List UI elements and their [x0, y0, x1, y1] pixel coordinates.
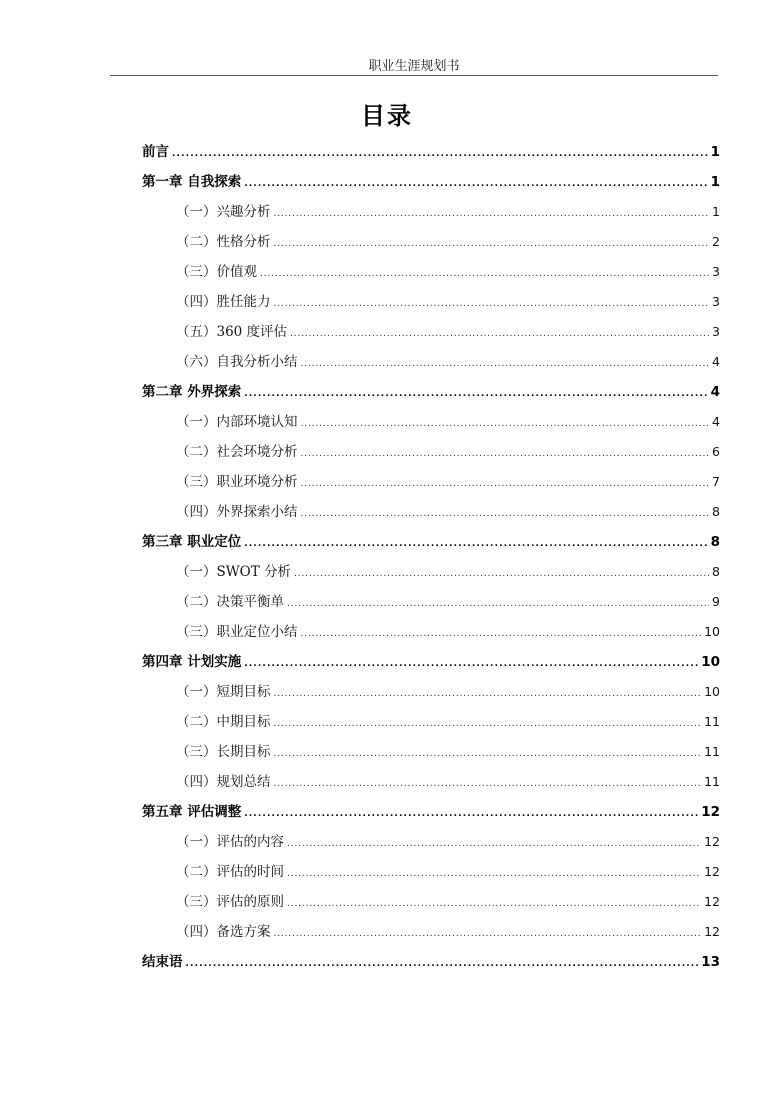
toc-page-number: 12 — [704, 834, 720, 849]
toc-dot-leader — [244, 799, 698, 829]
toc-chapter-entry[interactable] — [142, 167, 720, 197]
toc-dot-leader — [274, 919, 702, 949]
toc-page-number: 3 — [712, 294, 720, 309]
toc-page-number: 4 — [710, 384, 720, 400]
toc-entry-label: （一）评估的内容 — [176, 834, 284, 850]
toc-entry-label: （二）性格分析 — [176, 234, 271, 250]
toc-page-number: 11 — [704, 774, 720, 789]
toc-page-number: 10 — [704, 684, 720, 699]
toc-page-number: 7 — [712, 474, 720, 489]
toc-section-entry[interactable] — [142, 287, 720, 317]
toc-dot-leader — [274, 709, 702, 739]
toc-section-entry[interactable] — [142, 587, 720, 617]
toc-page-number: 13 — [701, 954, 720, 970]
toc-entry-label: 结束语 — [142, 954, 183, 970]
toc-entry-label: （四）胜任能力 — [176, 294, 271, 310]
toc-entry-label: 第三章 职业定位 — [142, 534, 242, 550]
toc-dot-leader — [186, 949, 699, 979]
toc-page-number: 8 — [712, 564, 720, 579]
toc-dot-leader — [287, 829, 701, 859]
toc-dot-leader — [260, 259, 709, 289]
toc-dot-leader — [274, 769, 702, 799]
toc-section-entry[interactable] — [142, 347, 720, 377]
toc-section-entry[interactable] — [142, 317, 720, 347]
running-header: 职业生涯规划书 — [368, 59, 460, 74]
toc-dot-leader — [301, 349, 710, 379]
toc-section-entry[interactable] — [142, 497, 720, 527]
toc-page-number: 8 — [710, 534, 720, 550]
toc-section-entry[interactable] — [142, 617, 720, 647]
toc-entry-label: （三）价值观 — [176, 264, 257, 280]
toc-page-number: 3 — [712, 324, 720, 339]
toc-dot-leader — [287, 589, 709, 619]
toc-dot-leader — [287, 889, 701, 919]
toc-entry-label: （一）短期目标 — [176, 684, 271, 700]
toc-section-entry[interactable] — [142, 887, 720, 917]
toc-entry-label: （二）决策平衡单 — [176, 594, 284, 610]
toc-entry-label: 第五章 评估调整 — [142, 804, 242, 820]
toc-section-entry[interactable] — [142, 197, 720, 227]
toc-entry-label: （四）规划总结 — [176, 774, 271, 790]
toc-page-number: 4 — [712, 354, 720, 369]
toc-entry-label: （三）职业定位小结 — [176, 624, 298, 640]
toc-entry-label: （二）中期目标 — [176, 714, 271, 730]
toc-section-entry[interactable] — [142, 857, 720, 887]
header-divider — [110, 75, 718, 76]
toc-entry-label: （五）360 度评估 — [176, 324, 288, 340]
toc-page-number: 12 — [704, 924, 720, 939]
toc-page-number: 4 — [712, 414, 720, 429]
toc-entry-label: 第四章 计划实施 — [142, 654, 242, 670]
toc-page-number: 12 — [704, 894, 720, 909]
toc-section-entry[interactable] — [142, 437, 720, 467]
toc-entry-label: （一）内部环境认知 — [176, 414, 298, 430]
toc-title: 目录 — [361, 102, 413, 130]
toc-chapter-entry[interactable] — [142, 377, 720, 407]
toc-page-number: 6 — [712, 444, 720, 459]
toc-entry-label: （二）评估的时间 — [176, 864, 284, 880]
toc-page-number: 9 — [712, 594, 720, 609]
toc-entry-label: （三）职业环境分析 — [176, 474, 298, 490]
toc-entry-label: （二）社会环境分析 — [176, 444, 298, 460]
toc-dot-leader — [301, 409, 710, 439]
toc-section-entry[interactable] — [142, 227, 720, 257]
toc-dot-leader — [244, 529, 707, 559]
toc-entry-label: （三）评估的原则 — [176, 894, 284, 910]
toc-page-number: 8 — [712, 504, 720, 519]
toc-dot-leader — [290, 319, 709, 349]
toc-chapter-entry[interactable] — [142, 647, 720, 677]
toc-entry-label: （三）长期目标 — [176, 744, 271, 760]
toc-chapter-entry[interactable] — [142, 137, 720, 167]
toc-page-number: 10 — [701, 654, 720, 670]
toc-section-entry[interactable] — [142, 677, 720, 707]
toc-page-number: 3 — [712, 264, 720, 279]
toc-section-entry[interactable] — [142, 767, 720, 797]
toc-page-number: 11 — [704, 714, 720, 729]
toc-dot-leader — [274, 679, 702, 709]
toc-page-number: 1 — [712, 204, 720, 219]
toc-entry-label: 第一章 自我探索 — [142, 174, 242, 190]
toc-entry-label: （四）备选方案 — [176, 924, 271, 940]
toc-dot-leader — [301, 439, 710, 469]
toc-dot-leader — [287, 859, 701, 889]
toc-section-entry[interactable] — [142, 407, 720, 437]
toc-dot-leader — [301, 499, 710, 529]
toc-section-entry[interactable] — [142, 917, 720, 947]
toc-chapter-entry[interactable] — [142, 527, 720, 557]
toc-dot-leader — [294, 559, 709, 589]
toc-section-entry[interactable] — [142, 467, 720, 497]
toc-page-number: 12 — [704, 864, 720, 879]
toc-dot-leader — [274, 229, 710, 259]
toc-section-entry[interactable] — [142, 827, 720, 857]
toc-page-number: 1 — [710, 174, 720, 190]
toc-chapter-entry[interactable] — [142, 947, 720, 977]
toc-dot-leader — [301, 469, 710, 499]
toc-dot-leader — [172, 139, 708, 169]
toc-dot-leader — [274, 739, 702, 769]
toc-dot-leader — [244, 379, 707, 409]
toc-section-entry[interactable] — [142, 257, 720, 287]
toc-entry-label: （四）外界探索小结 — [176, 504, 298, 520]
toc-chapter-entry[interactable] — [142, 797, 720, 827]
toc-page-number: 1 — [710, 144, 720, 160]
toc-dot-leader — [274, 199, 710, 229]
toc-section-entry[interactable] — [142, 737, 720, 767]
table-of-contents — [142, 137, 720, 977]
toc-entry-label: 第二章 外界探索 — [142, 384, 242, 400]
toc-dot-leader — [301, 619, 702, 649]
toc-page-number: 2 — [712, 234, 720, 249]
toc-entry-label: 前言 — [142, 144, 169, 160]
toc-page-number: 10 — [704, 624, 720, 639]
toc-entry-label: （一）SWOT 分析 — [176, 564, 291, 580]
toc-dot-leader — [244, 649, 698, 679]
toc-entry-label: （一）兴趣分析 — [176, 204, 271, 220]
toc-page-number: 12 — [701, 804, 720, 820]
toc-section-entry[interactable] — [142, 707, 720, 737]
toc-dot-leader — [244, 169, 707, 199]
toc-page-number: 11 — [704, 744, 720, 759]
toc-section-entry[interactable] — [142, 557, 720, 587]
toc-entry-label: （六）自我分析小结 — [176, 354, 298, 370]
toc-dot-leader — [274, 289, 710, 319]
